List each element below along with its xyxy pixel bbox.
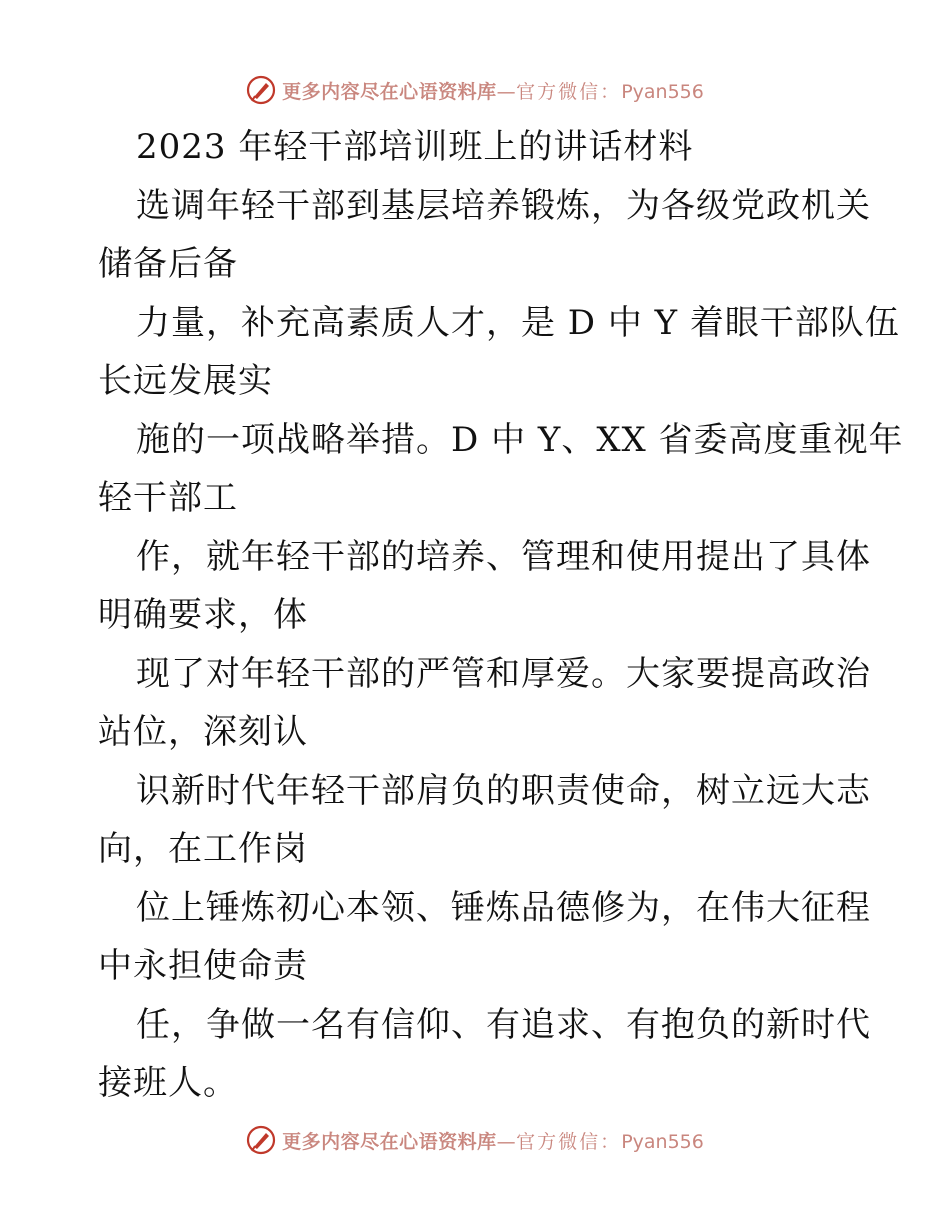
banner-brand: 更多内容尽在心语资料库 — [282, 1130, 497, 1153]
banner-wechat-id: Pyan556 — [621, 80, 704, 103]
text-line: 施的一项战略举措。D 中 Y、XX 省委高度重视年 — [136, 419, 904, 460]
banner-wechat-label: 官方微信： — [516, 80, 622, 103]
text-line: 中永担使命责 — [98, 946, 308, 986]
quill-pen-logo-icon — [246, 75, 276, 105]
banner-brand: 更多内容尽在心语资料库 — [282, 80, 497, 103]
document-title: 2023 年轻干部培训班上的讲话材料 — [136, 127, 694, 167]
text-line: 任，争做一名有信仰、有追求、有抱负的新时代 — [136, 1004, 871, 1045]
text-line: 识新时代年轻干部肩负的职责使命，树立远大志 — [136, 770, 871, 811]
quill-pen-logo-icon — [246, 1125, 276, 1155]
text-line: 现了对年轻干部的严管和厚爱。大家要提高政治 — [136, 653, 871, 694]
text-line: 储备后备 — [98, 244, 238, 284]
footer-watermark-banner — [0, 1120, 950, 1160]
banner-text — [282, 1127, 704, 1154]
banner-wechat-id: Pyan556 — [621, 1130, 704, 1153]
header-watermark-banner — [0, 70, 950, 110]
text-line: 力量，补充高素质人才，是 D 中 Y 着眼干部队伍 — [136, 302, 900, 343]
banner-separator: — — [496, 80, 517, 103]
text-line: 长远发展实 — [98, 361, 273, 401]
text-line: 站位，深刻认 — [98, 712, 308, 752]
document-body — [98, 118, 904, 1113]
banner-separator: — — [496, 1130, 517, 1153]
text-line: 明确要求，体 — [98, 595, 308, 635]
text-line: 位上锤炼初心本领、锤炼品德修为，在伟大征程 — [136, 887, 871, 928]
text-line: 接班人。 — [98, 1063, 238, 1103]
text-line: 选调年轻干部到基层培养锻炼，为各级党政机关 — [136, 185, 871, 226]
text-line: 轻干部工 — [98, 478, 238, 518]
banner-text — [282, 77, 704, 104]
text-line: 作，就年轻干部的培养、管理和使用提出了具体 — [136, 536, 871, 577]
text-line: 向，在工作岗 — [98, 829, 308, 869]
banner-wechat-label: 官方微信： — [516, 1130, 622, 1153]
